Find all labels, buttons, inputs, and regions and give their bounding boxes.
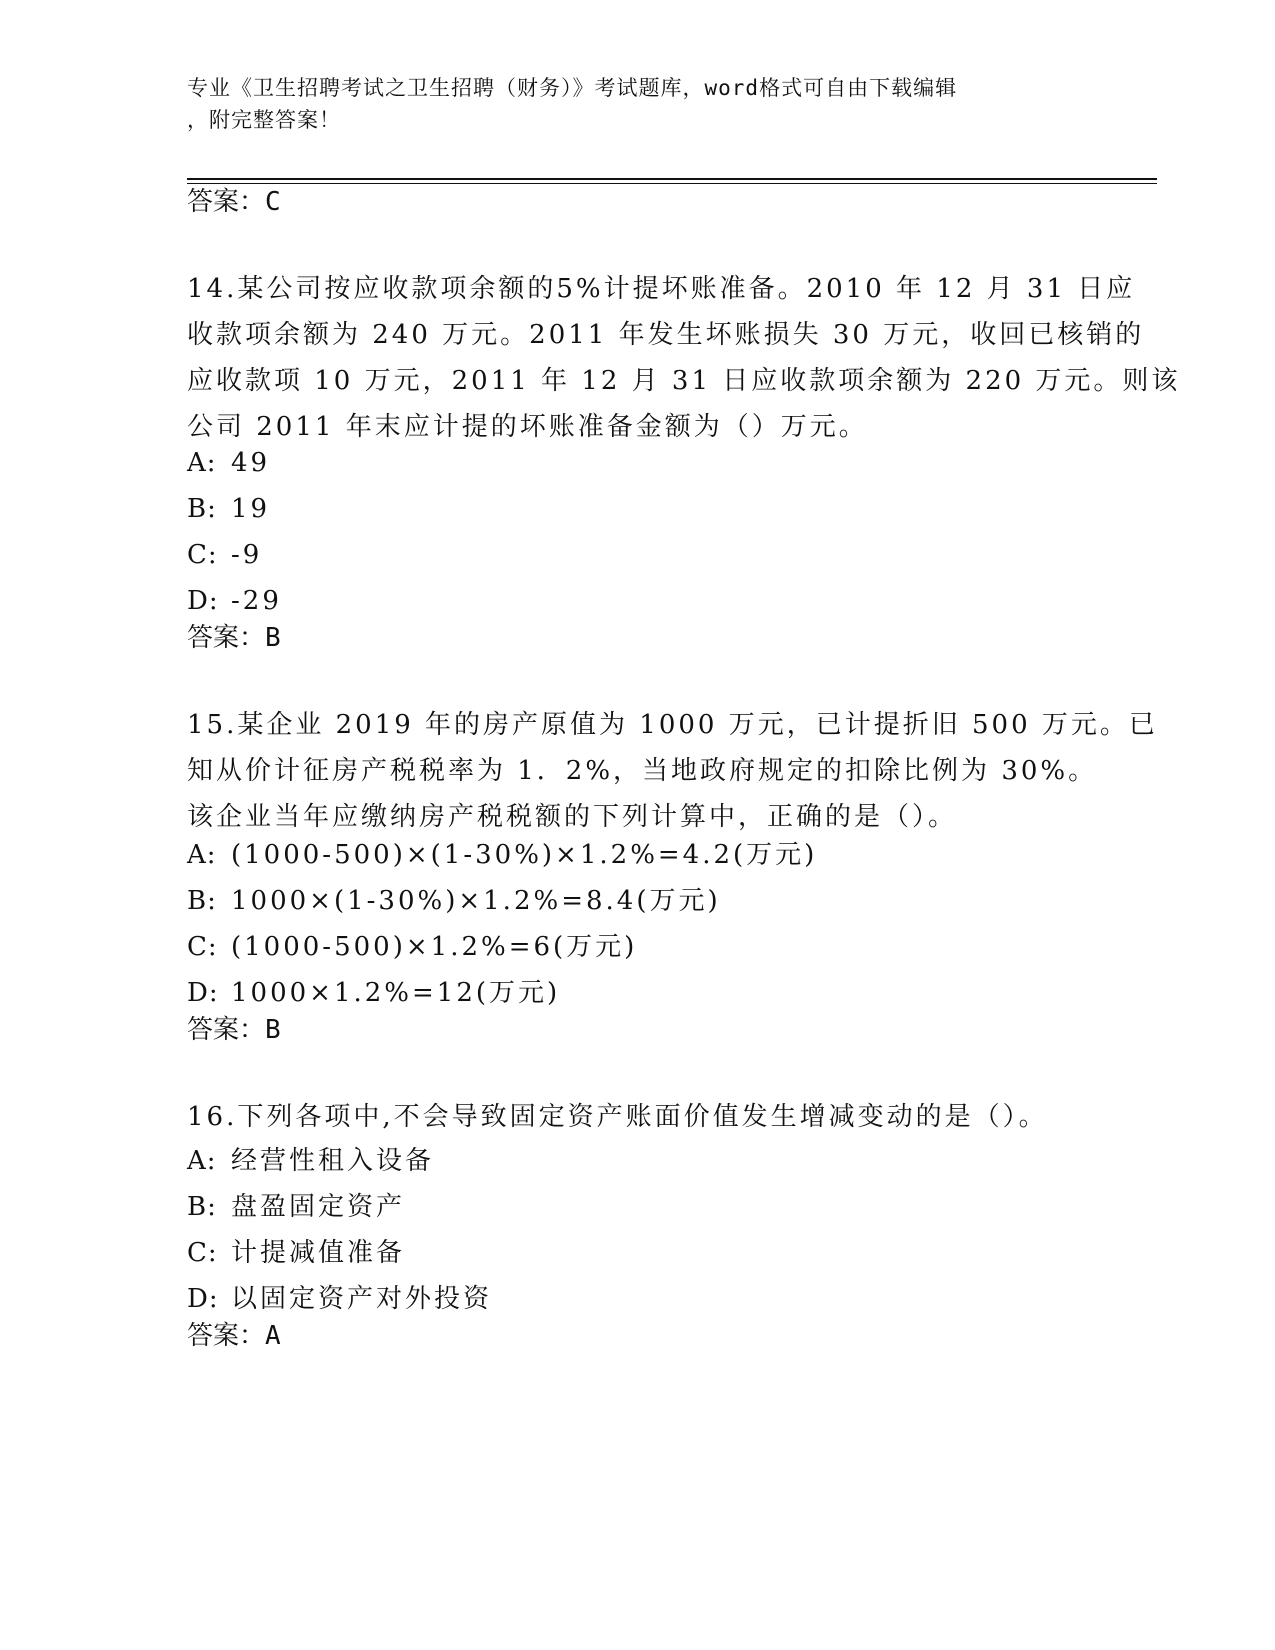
question-line: 知从价计征房产税税率为 1．2%，当地政府规定的扣除比例为 30%。 (187, 756, 1098, 786)
option-text: -29 (231, 586, 282, 616)
option-text: (1000-500)×(1-30%)×1.2%=4.2(万元) (231, 840, 818, 870)
header-line-2: ，附完整答案！ (187, 108, 341, 132)
question-15-options (187, 832, 1087, 1016)
option-text: 计提减值准备 (231, 1238, 406, 1268)
option-key: A: (187, 448, 217, 478)
question-line: 收款项余额为 240 万元。2011 年发生坏账损失 30 万元，收回已核销的 (187, 320, 1145, 350)
option-text: (1000-500)×1.2%=6(万元) (231, 932, 638, 962)
option-key: C: (187, 540, 218, 570)
header-divider-thick (187, 178, 1157, 180)
option-a (187, 832, 1087, 878)
option-text: 19 (231, 494, 271, 524)
option-key: D: (187, 586, 219, 616)
option-c (187, 1230, 1087, 1276)
previous-answer: 答案：C (187, 187, 281, 217)
option-key: A: (187, 1146, 217, 1176)
option-text: 1000×(1-30%)×1.2%=8.4(万元) (231, 886, 721, 916)
option-text: 经营性租入设备 (231, 1146, 435, 1176)
question-line: 应收款项 10 万元，2011 年 12 月 31 日应收款项余额为 220 万元。则该 (187, 366, 1181, 396)
option-b (187, 878, 1087, 924)
question-line: 14.某公司按应收款项余额的5%计提坏账准备。2010 年 12 月 31 日应 (187, 274, 1136, 304)
option-key: D: (187, 1284, 219, 1314)
option-c (187, 532, 1087, 578)
option-b (187, 486, 1087, 532)
option-text: 49 (231, 448, 271, 478)
question-16-options (187, 1138, 1087, 1322)
option-key: B: (187, 1192, 217, 1222)
option-d (187, 578, 1087, 624)
question-14-answer: 答案：B (187, 623, 281, 653)
option-a (187, 1138, 1087, 1184)
option-d (187, 970, 1087, 1016)
question-line: 公司 2011 年末应计提的坏账准备金额为（）万元。 (187, 412, 868, 442)
question-line: 该企业当年应缴纳房产税税额的下列计算中，正确的是（）。 (187, 802, 958, 832)
question-15-stem (187, 702, 1158, 840)
option-key: B: (187, 494, 217, 524)
question-line: 15.某企业 2019 年的房产原值为 1000 万元，已计提折旧 500 万元。已 (187, 710, 1158, 740)
option-d (187, 1276, 1087, 1322)
header-line-1: 专业《卫生招聘考试之卫生招聘（财务）》考试题库，word格式可自由下载编辑 (187, 76, 958, 100)
header-divider-thin (187, 183, 1157, 184)
option-text: 以固定资产对外投资 (231, 1284, 493, 1314)
option-b (187, 1184, 1087, 1230)
question-14-options (187, 440, 1087, 624)
option-text: -9 (231, 540, 263, 570)
option-key: C: (187, 1238, 218, 1268)
option-text: 1000×1.2%=12(万元) (231, 978, 561, 1008)
question-16-stem (187, 1094, 1087, 1140)
question-16-answer: 答案：A (187, 1321, 281, 1351)
option-key: C: (187, 932, 218, 962)
option-text: 盘盈固定资产 (231, 1192, 406, 1222)
option-key: D: (187, 978, 219, 1008)
option-a (187, 440, 1087, 486)
option-c (187, 924, 1087, 970)
question-line: 16.下列各项中,不会导致固定资产账面价值发生增减变动的是（）。 (187, 1102, 1048, 1132)
question-15-answer: 答案：B (187, 1015, 281, 1045)
option-key: B: (187, 886, 217, 916)
document-header (187, 72, 1067, 136)
question-14-stem (187, 266, 1181, 450)
option-key: A: (187, 840, 217, 870)
